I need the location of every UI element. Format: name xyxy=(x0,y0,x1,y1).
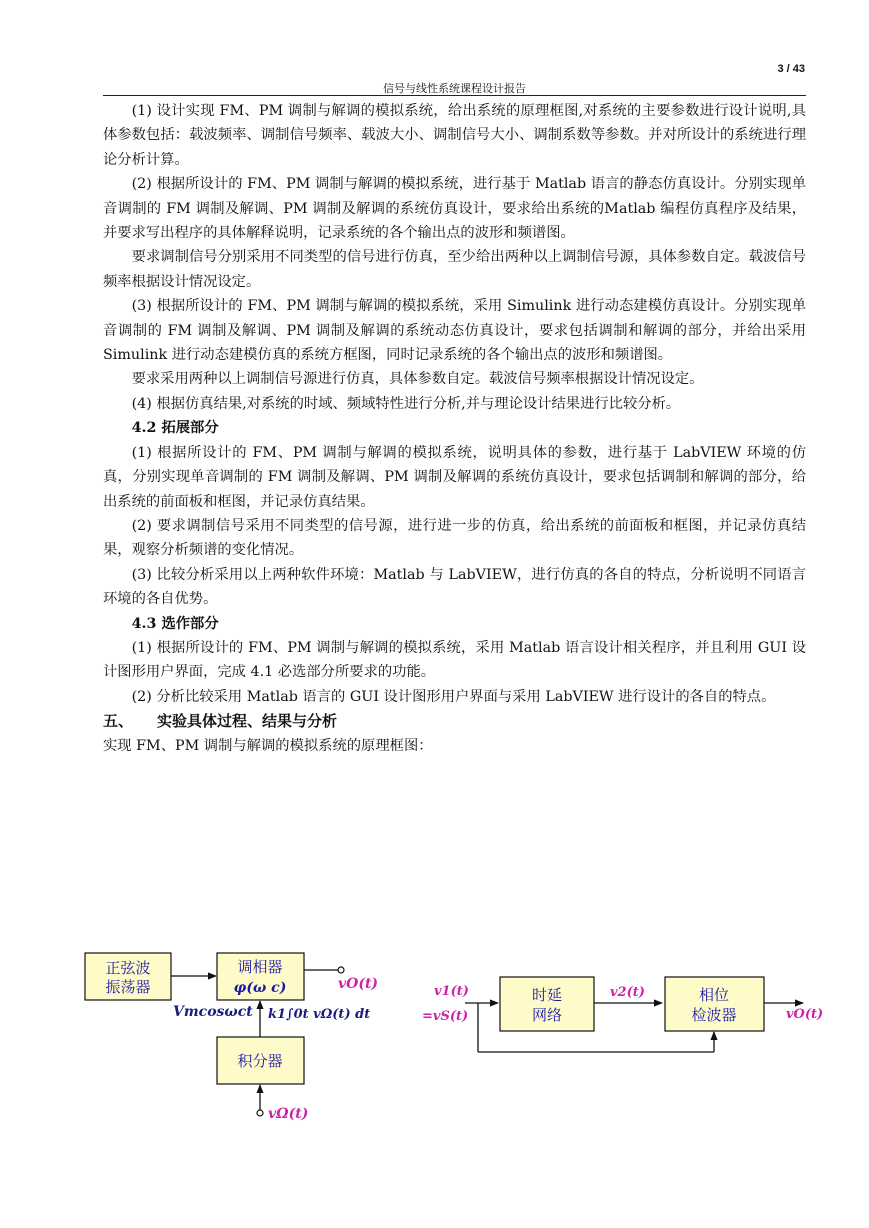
fm-output-label: vO(t) xyxy=(338,976,379,992)
paragraph: 要求调制信号分别采用不同类型的信号进行仿真，至少给出两种以上调制信号源，具体参数自定。载波信号频率根据设计情况设定。 xyxy=(103,249,806,290)
figure-intro: 实现 FM、PM 调制与解调的模拟系统的原理框图： xyxy=(103,737,433,754)
delayed-signal-label: v2(t) xyxy=(610,985,645,1000)
integral-label: k1∫0t vΩ(t) dt xyxy=(268,1007,371,1022)
phase-discriminator-diagram xyxy=(422,977,823,1052)
input-signal-label: v1(t) xyxy=(434,984,469,999)
paragraph: (2) 分析比较采用 Matlab 语言的 GUI 设计图形用户界面与采用 LabVIEW 进行设计的各自的特点。 xyxy=(131,688,776,705)
carrier-label: Vmcosωct xyxy=(173,1004,253,1020)
fm-modulator-diagram xyxy=(85,953,378,1122)
phase-detector-label-1: 相位 xyxy=(698,986,730,1004)
input-terminal xyxy=(257,1110,263,1116)
paragraph: (1) 根据所设计的 FM、PM 调制与解调的模拟系统，说明具体的参数，进行基于 LabVIEW 环境的仿真，分别实现单音调制的 FM 调制及解调、PM 调制及解调的系统仿真设计，要求包括调制和解调的部分，给出系统的前面板和框图，并记录仿真结果。 xyxy=(103,444,806,510)
section-heading-4-3: 4.3 选作部分 xyxy=(131,615,219,632)
paragraph: (3) 根据所设计的 FM、PM 调制与解调的模拟系统，采用 Simulink 进行动态建模仿真设计。分别实现单音调制的 FM 调制及解调、PM 调制及解调的系统动态仿真设计，要求包括调制和解调的部分，并给出采用 Simulink 进行动态建模仿真的系统方框图，同时记录系统的各个输出点的波形和频谱图。 xyxy=(103,298,806,364)
section-title: 实验具体过程、结果与分析 xyxy=(157,712,338,731)
paragraph: 要求采用两种以上调制信号源进行仿真，具体参数自定。载波信号频率根据设计情况设定。 xyxy=(131,371,704,388)
section-number: 五、 xyxy=(103,712,134,731)
integrator-label: 积分器 xyxy=(237,1052,283,1070)
paragraph: (3) 比较分析采用以上两种软件环境：Matlab 与 LabVIEW，进行仿真的各自的特点，分析说明不同语言环境的各自优势。 xyxy=(103,566,806,608)
oscillator-label-2: 振荡器 xyxy=(105,978,151,996)
paragraph: (1) 设计实现 FM、PM 调制与解调的模拟系统，给出系统的原理框图,对系统的主要参数进行设计说明,具体参数包括：载波频率、调制信号频率、载波大小、调制信号大小、调制系数等参数。并对所设计的系统进行理论分析计算。 xyxy=(103,103,806,168)
phase-detector-label-2: 检波器 xyxy=(691,1006,737,1024)
output-terminal xyxy=(338,967,344,973)
page-number: 3 / 43 xyxy=(777,63,805,75)
block-diagram-figure xyxy=(80,940,840,1130)
paragraph: (4) 根据仿真结果,对系统的时域、频域特性进行分析,并与理论设计结果进行比较分析。 xyxy=(131,395,681,412)
detector-output-label: vO(t) xyxy=(786,1007,824,1022)
delay-network-label-1: 时延 xyxy=(531,986,563,1004)
paragraph: (1) 根据所设计的 FM、PM 调制与解调的模拟系统，采用 Matlab 语言设计相关程序，并且利用 GUI 设计图形用户界面，完成 4.1 必选部分所要求的功能。 xyxy=(103,639,806,681)
input-signal-equal-label: =vS(t) xyxy=(422,1009,469,1024)
document-body xyxy=(103,99,806,758)
phase-modulator-label-2: φ(ω c) xyxy=(233,980,287,996)
header-rule xyxy=(103,95,806,96)
section-heading-4-2: 4.2 拓展部分 xyxy=(131,420,219,437)
oscillator-label-1: 正弦波 xyxy=(105,959,151,977)
running-header: 信号与线性系统课程设计报告 xyxy=(383,82,526,95)
phase-modulator-label-1: 调相器 xyxy=(237,958,283,976)
modulating-input-label: vΩ(t) xyxy=(268,1106,309,1122)
delay-network-label-2: 网络 xyxy=(531,1006,563,1024)
section-heading-5 xyxy=(103,709,806,733)
paragraph: (2) 要求调制信号采用不同类型的信号源，进行进一步的仿真，给出系统的前面板和框图，并记录仿真结果，观察分析频谱的变化情况。 xyxy=(103,517,806,559)
paragraph: (2) 根据所设计的 FM、PM 调制与解调的模拟系统，进行基于 Matlab 语言的静态仿真设计。分别实现单音调制的 FM 调制及解调、PM 调制及解调的系统仿真设计，要求给出系统的Matlab 编程仿真程序及结果，并要求写出程序的具体解释说明，记录系统的各个输出点的波形和频谱图。 xyxy=(103,176,806,242)
